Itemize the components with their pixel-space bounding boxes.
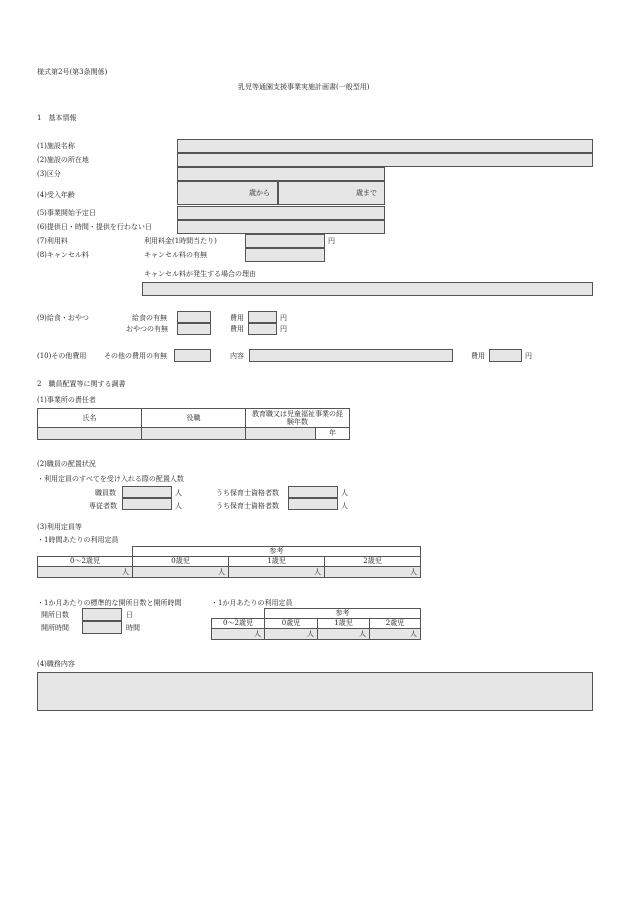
meals-label: (9)給食・おやつ bbox=[37, 314, 89, 322]
person-unit: 人 bbox=[410, 568, 417, 576]
hourly-cell-2[interactable] bbox=[324, 566, 421, 578]
staff-count-label: 職員数 bbox=[95, 489, 116, 497]
cancel-fee-label: (8)キャンセル料 bbox=[37, 251, 89, 259]
staff-count-unit: 人 bbox=[175, 489, 182, 497]
fulltime-count-field[interactable] bbox=[122, 498, 172, 510]
meal-presence-label: 給食の有無 bbox=[132, 314, 167, 322]
snack-presence-field[interactable] bbox=[177, 323, 211, 335]
open-hours-field[interactable] bbox=[82, 621, 122, 634]
start-date-label: (5)事業開始予定日 bbox=[37, 209, 96, 217]
staff-note: ・利用定員のすべてを受け入れる際の配置人数 bbox=[37, 475, 184, 483]
open-days-label: 開所日数 bbox=[41, 611, 69, 619]
fee-sub-label: 利用料金(1時間当たり) bbox=[144, 237, 217, 245]
hourly-col-2: 2歳児 bbox=[324, 556, 421, 567]
other-cost-yen: 円 bbox=[525, 352, 532, 360]
staff-cert-label: うち保育士資格者数 bbox=[216, 489, 279, 497]
monthly-col-1: 1歳児 bbox=[317, 618, 370, 629]
start-date-field[interactable] bbox=[177, 206, 385, 220]
monthly-cell-1[interactable] bbox=[317, 628, 370, 640]
snack-cost-field[interactable] bbox=[248, 323, 277, 335]
responsible-heading: (1)事業所の責任者 bbox=[37, 396, 96, 404]
form-number: 様式第2号(第3条関係) bbox=[37, 68, 108, 76]
fulltime-count-label: 専従者数 bbox=[89, 502, 117, 510]
meal-cost-yen: 円 bbox=[280, 314, 287, 322]
staff-cert-unit: 人 bbox=[341, 489, 348, 497]
person-unit: 人 bbox=[359, 630, 366, 638]
hourly-capacity-label: ・1時間あたりの利用定員 bbox=[37, 536, 119, 544]
section2-heading: 2 職員配置等に関する調書 bbox=[37, 380, 126, 388]
open-days-unit: 日 bbox=[126, 611, 133, 619]
hourly-cell-1[interactable] bbox=[228, 566, 325, 578]
person-unit: 人 bbox=[218, 568, 225, 576]
cancel-fee-sub-label: キャンセル料の有無 bbox=[144, 251, 207, 259]
fulltime-cert-field[interactable] bbox=[288, 498, 338, 510]
person-unit: 人 bbox=[254, 630, 261, 638]
age-to-unit: 歳まで bbox=[356, 189, 377, 197]
hourly-cell-0[interactable] bbox=[132, 566, 229, 578]
staff-cert-field[interactable] bbox=[288, 486, 338, 498]
open-hours-unit: 時間 bbox=[126, 624, 140, 632]
hourly-col-0: 0歳児 bbox=[132, 556, 229, 567]
col-position-header: 役職 bbox=[141, 408, 246, 428]
col-name-header: 氏名 bbox=[37, 408, 142, 428]
non-service-days-field[interactable] bbox=[177, 220, 385, 234]
staff-count-field[interactable] bbox=[122, 486, 172, 498]
meal-presence-field[interactable] bbox=[177, 311, 211, 323]
person-unit: 人 bbox=[307, 630, 314, 638]
person-unit: 人 bbox=[122, 568, 129, 576]
other-costs-label: (10)その他費用 bbox=[37, 352, 87, 360]
fee-yen: 円 bbox=[328, 237, 335, 245]
person-unit: 人 bbox=[314, 568, 321, 576]
snack-cost-yen: 円 bbox=[280, 325, 287, 333]
person-unit: 人 bbox=[410, 630, 417, 638]
hourly-col-0-2: 0〜2歳児 bbox=[37, 556, 133, 567]
monthly-cell-0[interactable] bbox=[264, 628, 318, 640]
monthly-cell-2[interactable] bbox=[369, 628, 421, 640]
monthly-reference-header: 参考 bbox=[264, 608, 421, 619]
facility-name-field[interactable] bbox=[177, 139, 593, 153]
document-title: 乳児等通園支援事業実施計画書(一般型用) bbox=[238, 83, 370, 91]
non-service-days-label: (6)提供日・時間・提供を行わない日 bbox=[37, 223, 152, 231]
other-content-field[interactable] bbox=[249, 349, 453, 362]
category-label: (3)区分 bbox=[37, 170, 61, 178]
fulltime-count-unit: 人 bbox=[175, 502, 182, 510]
age-from-unit: 歳から bbox=[249, 189, 270, 197]
snack-presence-label: おやつの有無 bbox=[126, 325, 168, 333]
fulltime-cert-unit: 人 bbox=[341, 502, 348, 510]
other-cost-field[interactable] bbox=[489, 349, 522, 362]
hourly-reference-header: 参考 bbox=[132, 546, 421, 557]
years-unit: 年 bbox=[315, 427, 350, 440]
fee-field[interactable] bbox=[245, 234, 325, 248]
col-experience-header: 教育職又は児童福祉事業の経験年数 bbox=[245, 408, 350, 428]
facility-name-label: (1)施設名称 bbox=[37, 142, 75, 150]
cancel-reason-label: キャンセル料が発生する場合の理由 bbox=[144, 270, 256, 278]
other-content-label: 内容 bbox=[230, 352, 244, 360]
meal-cost-label: 費用 bbox=[230, 314, 244, 322]
meal-cost-field[interactable] bbox=[248, 311, 277, 323]
open-hours-label: 開所時間 bbox=[41, 624, 69, 632]
other-presence-field[interactable] bbox=[174, 349, 211, 362]
cancel-reason-field[interactable] bbox=[142, 282, 593, 296]
age-to-field[interactable] bbox=[278, 181, 385, 205]
staff-heading: (2)職員の配置状況 bbox=[37, 460, 96, 468]
monthly-std-label: ・1か月あたりの標準的な開所日数と開所時間 bbox=[37, 599, 182, 607]
fulltime-cert-label: うち保育士資格者数 bbox=[216, 502, 279, 510]
other-presence-label: その他の費用の有無 bbox=[104, 352, 167, 360]
snack-cost-label: 費用 bbox=[230, 325, 244, 333]
age-from-field[interactable] bbox=[177, 181, 278, 205]
open-days-field[interactable] bbox=[82, 608, 122, 621]
other-cost-label: 費用 bbox=[471, 352, 485, 360]
responsible-position-field[interactable] bbox=[141, 427, 246, 440]
hourly-cell-0-2[interactable] bbox=[37, 566, 133, 578]
monthly-col-0-2: 0〜2歳児 bbox=[211, 618, 265, 629]
monthly-col-2: 2歳児 bbox=[369, 618, 421, 629]
hourly-col-1: 1歳児 bbox=[228, 556, 325, 567]
monthly-cell-0-2[interactable] bbox=[211, 628, 265, 640]
monthly-col-0: 0歳児 bbox=[264, 618, 318, 629]
section1-heading: 1 基本情報 bbox=[37, 114, 77, 122]
age-range-label: (4)受入年齢 bbox=[37, 191, 75, 199]
category-field[interactable] bbox=[177, 167, 385, 181]
cancel-fee-field[interactable] bbox=[245, 248, 325, 262]
fee-label: (7)利用料 bbox=[37, 237, 68, 245]
monthly-capacity-label: ・1か月あたりの利用定員 bbox=[211, 599, 293, 607]
duties-field[interactable] bbox=[37, 672, 593, 711]
responsible-years-field[interactable] bbox=[245, 427, 316, 440]
capacity-heading: (3)利用定員等 bbox=[37, 523, 82, 531]
facility-address-label: (2)施設の所在地 bbox=[37, 156, 89, 164]
duties-heading: (4)職務内容 bbox=[37, 660, 75, 668]
facility-address-field[interactable] bbox=[177, 153, 593, 167]
responsible-name-field[interactable] bbox=[37, 427, 142, 440]
